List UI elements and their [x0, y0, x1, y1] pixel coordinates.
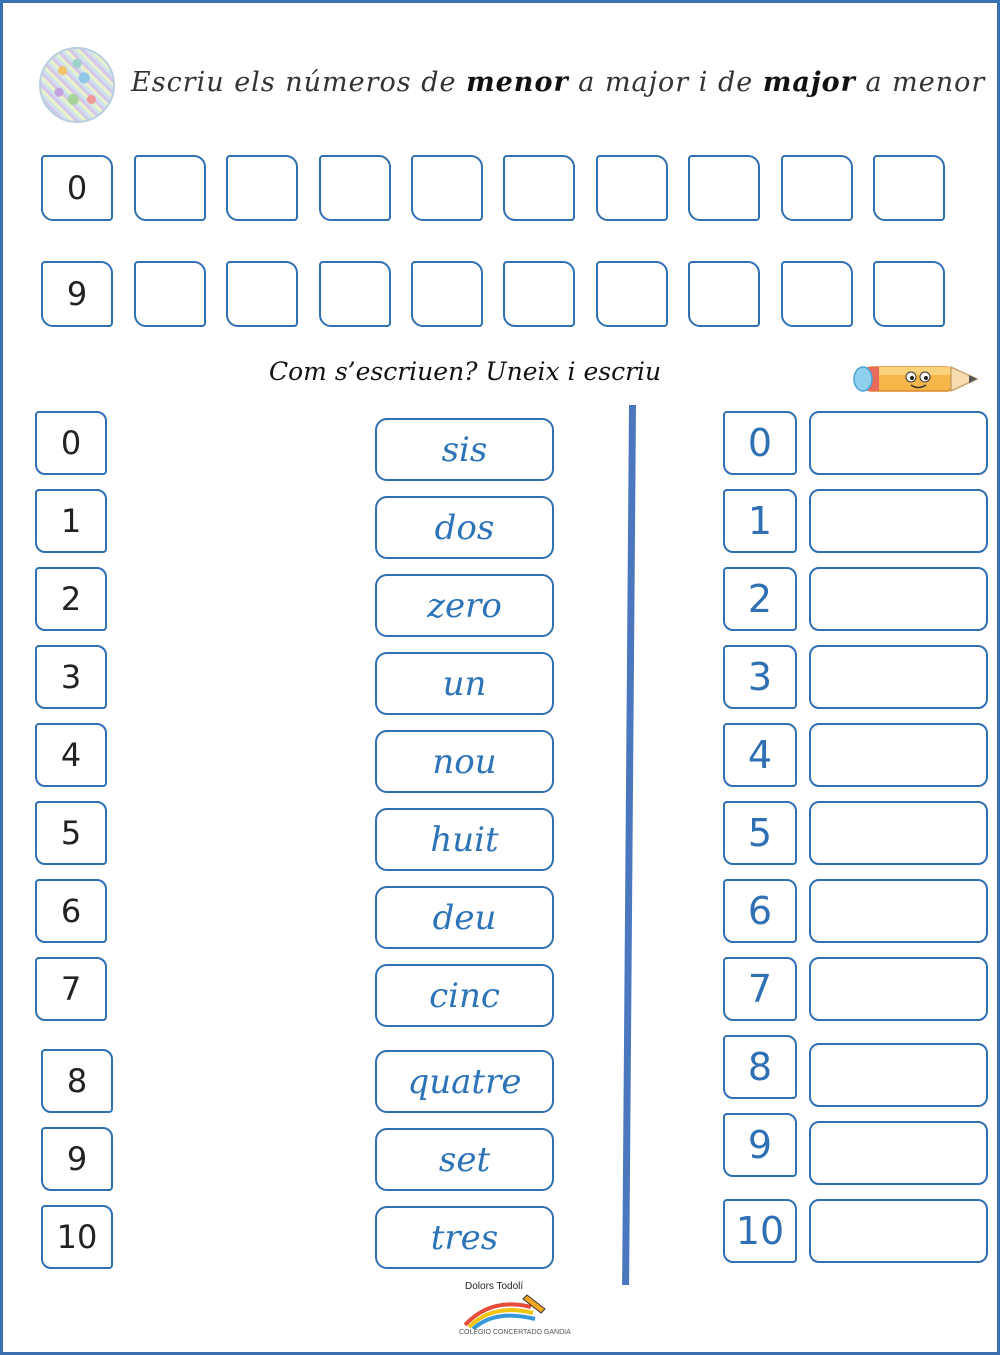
match-word-box[interactable]: sis: [375, 418, 554, 481]
match-word-box[interactable]: un: [375, 652, 554, 715]
write-number-box: 6: [723, 879, 797, 943]
write-answer-field[interactable]: [809, 489, 988, 553]
ascending-box-6[interactable]: [503, 155, 575, 221]
write-number-box: 3: [723, 645, 797, 709]
write-answer-field[interactable]: [809, 1043, 988, 1107]
match-word-box[interactable]: deu: [375, 886, 554, 949]
write-number-box: 4: [723, 723, 797, 787]
match-number-box: 7: [35, 957, 107, 1021]
match-number-box: 6: [35, 879, 107, 943]
write-answer-field[interactable]: [809, 723, 988, 787]
write-answer-field[interactable]: [809, 645, 988, 709]
write-answer-field[interactable]: [809, 879, 988, 943]
match-number-box: 5: [35, 801, 107, 865]
match-number-box: 3: [35, 645, 107, 709]
match-number-box: 9: [41, 1127, 113, 1191]
descending-box-4[interactable]: [319, 261, 391, 327]
write-answer-field[interactable]: [809, 567, 988, 631]
write-answer-field[interactable]: [809, 1199, 988, 1263]
write-number-box: 8: [723, 1035, 797, 1099]
descending-box-9[interactable]: [781, 261, 853, 327]
ascending-box-10[interactable]: [873, 155, 945, 221]
write-number-box: 5: [723, 801, 797, 865]
match-word-box[interactable]: tres: [375, 1206, 554, 1269]
footer-small-text: COLEGIO CONCERTADO GANDIA: [459, 1329, 571, 1336]
match-number-box: 2: [35, 567, 107, 631]
ascending-box-2[interactable]: [134, 155, 206, 221]
match-word-box[interactable]: set: [375, 1128, 554, 1191]
descending-box-8[interactable]: [688, 261, 760, 327]
numbers-circle-icon: [39, 47, 115, 123]
school-logo-icon: [455, 1279, 571, 1343]
match-number-box: 10: [41, 1205, 113, 1269]
descending-box-7[interactable]: [596, 261, 668, 327]
write-number-box: 10: [723, 1199, 797, 1263]
write-answer-field[interactable]: [809, 411, 988, 475]
descending-box-1[interactable]: 9: [41, 261, 113, 327]
descending-box-5[interactable]: [411, 261, 483, 327]
match-word-box[interactable]: huit: [375, 808, 554, 871]
write-number-box: 2: [723, 567, 797, 631]
write-number-box: 0: [723, 411, 797, 475]
page-title: [131, 67, 986, 98]
write-answer-field[interactable]: [809, 1121, 988, 1185]
descending-box-3[interactable]: [226, 261, 298, 327]
ascending-box-4[interactable]: [319, 155, 391, 221]
ascending-box-7[interactable]: [596, 155, 668, 221]
write-answer-field[interactable]: [809, 801, 988, 865]
match-word-box[interactable]: cinc: [375, 964, 554, 1027]
match-number-box: 4: [35, 723, 107, 787]
descending-box-10[interactable]: [873, 261, 945, 327]
title-part: Escriu els números de: [131, 67, 467, 98]
pencil-mascot-icon: [853, 359, 983, 399]
ascending-box-1[interactable]: 0: [41, 155, 113, 221]
match-number-box: 8: [41, 1049, 113, 1113]
write-answer-field[interactable]: [809, 957, 988, 1021]
title-bold-menor: menor: [466, 67, 569, 98]
ascending-box-8[interactable]: [688, 155, 760, 221]
match-number-box: 0: [35, 411, 107, 475]
match-word-box[interactable]: nou: [375, 730, 554, 793]
write-number-box: 7: [723, 957, 797, 1021]
title-part: a menor: [855, 67, 986, 98]
title-part: a major i de: [568, 67, 763, 98]
footer-author: Dolors Todolí: [465, 1281, 524, 1292]
write-number-box: 1: [723, 489, 797, 553]
ascending-box-9[interactable]: [781, 155, 853, 221]
match-number-box: 1: [35, 489, 107, 553]
section-subtitle: Com s’escriuen? Uneix i escriu: [269, 357, 662, 386]
column-divider: [622, 405, 636, 1285]
ascending-box-5[interactable]: [411, 155, 483, 221]
ascending-box-3[interactable]: [226, 155, 298, 221]
match-word-box[interactable]: quatre: [375, 1050, 554, 1113]
descending-box-6[interactable]: [503, 261, 575, 327]
match-word-box[interactable]: zero: [375, 574, 554, 637]
title-bold-major: major: [762, 67, 856, 98]
descending-box-2[interactable]: [134, 261, 206, 327]
match-word-box[interactable]: dos: [375, 496, 554, 559]
write-number-box: 9: [723, 1113, 797, 1177]
